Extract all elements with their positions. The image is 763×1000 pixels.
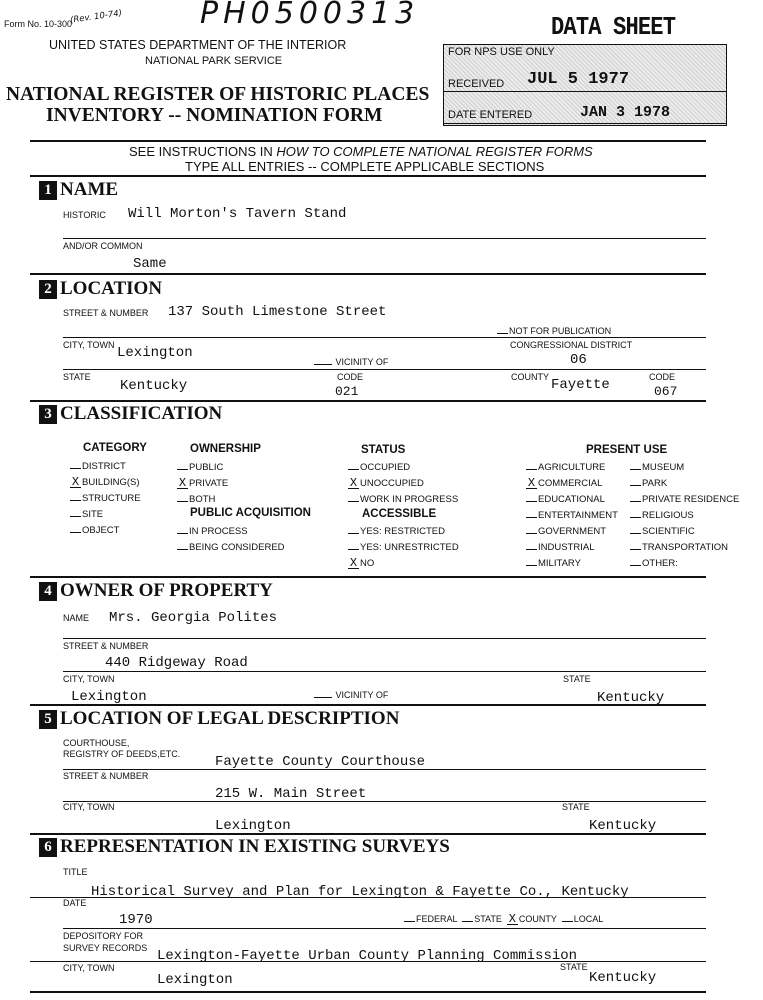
checkbox-option[interactable]: [526, 542, 594, 553]
checkbox-label: YES: RESTRICTED: [360, 526, 445, 537]
owner-street-line: [63, 671, 706, 672]
checkbox-label: PRIVATE: [189, 478, 229, 489]
county-code-value: 067: [654, 384, 678, 399]
checkbox-label: EDUCATIONAL: [538, 494, 605, 505]
checkbox-mark[interactable]: [70, 532, 81, 533]
checkbox-mark[interactable]: [526, 533, 537, 534]
checkbox-option[interactable]: [177, 542, 285, 553]
vicinity-check: [314, 364, 332, 365]
state-code-value: 021: [335, 384, 359, 399]
county-label: COUNTY: [511, 372, 549, 382]
checkbox-label: BUILDING(S): [82, 477, 140, 488]
instructions-book-title: HOW TO COMPLETE NATIONAL REGISTER FORMS: [276, 144, 593, 159]
survey-date-label: DATE: [63, 898, 87, 908]
section-1-end: [30, 273, 706, 275]
location-city-label: CITY, TOWN: [63, 340, 115, 350]
form-number: [4, 19, 72, 29]
checkbox-option[interactable]: [348, 494, 458, 505]
checkbox-mark[interactable]: [526, 549, 537, 550]
checkbox-mark[interactable]: [177, 549, 188, 550]
section-number-badge: 6: [39, 838, 57, 857]
historic-field-line: [63, 238, 706, 239]
county-option-label: COUNTY: [518, 914, 557, 924]
owner-vicinity: [314, 690, 388, 700]
owner-name-value: Mrs. Georgia Polites: [109, 610, 278, 626]
checkbox-mark[interactable]: [526, 501, 537, 502]
checkbox-label: SCIENTIFIC: [642, 526, 695, 537]
checkbox-option[interactable]: [177, 526, 248, 537]
owner-city-value: Lexington: [71, 689, 147, 705]
checkbox-mark[interactable]: [348, 533, 359, 534]
checkbox-option[interactable]: [526, 526, 606, 537]
survey-state-label: STATE: [560, 962, 588, 972]
date-entered-stamp: JAN 3 1978: [580, 104, 671, 121]
survey-city-value: Lexington: [157, 972, 233, 988]
checkbox-label: INDUSTRIAL: [538, 542, 595, 553]
checkbox-mark[interactable]: X: [527, 476, 536, 490]
checkbox-option[interactable]: [177, 478, 228, 489]
county-check: X: [508, 912, 516, 926]
federal-label: FEDERAL: [416, 914, 458, 924]
historic-label: HISTORIC: [63, 210, 106, 220]
location-state-label: STATE: [63, 372, 91, 382]
vicinity-of: [314, 357, 388, 367]
survey-title-label: TITLE: [63, 867, 88, 877]
section-number-badge: 3: [39, 405, 57, 424]
checkbox-option[interactable]: [70, 461, 126, 472]
category-heading: CATEGORY: [83, 442, 147, 454]
received-label: RECEIVED: [448, 78, 505, 90]
section-1-heading: [39, 179, 118, 201]
checkbox-mark[interactable]: [526, 517, 537, 518]
checkbox-label: BOTH: [189, 494, 216, 505]
public-acquisition-heading: PUBLIC ACQUISITION: [190, 507, 311, 519]
survey-city-label: CITY, TOWN: [63, 963, 115, 973]
checkbox-mark[interactable]: [177, 533, 188, 534]
date-entered-label: DATE ENTERED: [448, 109, 533, 121]
survey-level-options: [404, 914, 603, 925]
owner-state-value: Kentucky: [597, 690, 665, 706]
instructions-divider: [30, 175, 706, 177]
section-6-heading: [39, 836, 450, 858]
not-for-publication: [497, 326, 611, 336]
vicinity-label: VICINITY OF: [335, 357, 389, 367]
checkbox-label: IN PROCESS: [189, 526, 248, 537]
owner-street-label: STREET & NUMBER: [63, 641, 149, 651]
department-name: UNITED STATES DEPARTMENT OF THE INTERIOR: [49, 38, 347, 52]
ownership-heading: OWNERSHIP: [190, 443, 261, 455]
local-option-label: LOCAL: [573, 914, 604, 924]
location-state-value: Kentucky: [120, 378, 188, 394]
checkbox-label: YES: UNRESTRICTED: [360, 542, 459, 553]
checkbox-mark[interactable]: [630, 565, 641, 566]
county-code-label: CODE: [649, 372, 676, 382]
instructions-pre: SEE INSTRUCTIONS IN: [129, 144, 277, 159]
not-for-publication-check: [497, 333, 508, 334]
checkbox-option[interactable]: [70, 493, 141, 504]
checkbox-mark[interactable]: [70, 468, 81, 469]
local-check: [562, 921, 573, 922]
present-use-heading: PRESENT USE: [586, 444, 668, 456]
form-title-line2: INVENTORY -- NOMINATION FORM: [46, 105, 383, 126]
date-entered-line: [443, 123, 727, 124]
checkbox-mark[interactable]: [348, 501, 359, 502]
checkbox-option[interactable]: [526, 558, 581, 569]
checkbox-mark[interactable]: [70, 516, 81, 517]
section-2-end: [30, 400, 706, 402]
legal-state-label: STATE: [562, 802, 590, 812]
courthouse-value: Fayette County Courthouse: [215, 754, 426, 770]
checkbox-mark[interactable]: [348, 469, 359, 470]
city-field-line: [63, 369, 706, 370]
county-value: Fayette: [551, 377, 610, 393]
checkbox-label: BEING CONSIDERED: [189, 542, 285, 553]
depository-label-line2: SURVEY RECORDS: [63, 943, 148, 953]
section-number-badge: 5: [39, 710, 57, 729]
common-name-value: Same: [133, 256, 167, 272]
checkbox-mark[interactable]: X: [71, 475, 80, 489]
section-4-end: [30, 704, 706, 706]
checkbox-option[interactable]: [526, 510, 618, 521]
checkbox-mark[interactable]: [526, 565, 537, 566]
street-field-line: [63, 337, 706, 338]
form-no-text: Form No. 10-300: [4, 19, 73, 29]
checkbox-label: RELIGIOUS: [642, 510, 694, 521]
instructions-line2: TYPE ALL ENTRIES -- COMPLETE APPLICABLE SECTIONS: [185, 159, 545, 174]
checkbox-option[interactable]: [630, 542, 728, 553]
owner-name-line: [63, 638, 706, 639]
location-city-value: Lexington: [117, 345, 193, 361]
section-4-heading: [39, 580, 273, 602]
checkbox-option[interactable]: [526, 462, 605, 473]
checkbox-option[interactable]: [630, 526, 695, 537]
checkbox-option[interactable]: [630, 494, 739, 505]
depository-line: [30, 961, 706, 962]
checkbox-option[interactable]: [348, 526, 445, 537]
owner-street-value: 440 Ridgeway Road: [105, 655, 248, 671]
survey-date-value: 1970: [119, 912, 153, 928]
owner-city-label: CITY, TOWN: [63, 674, 115, 684]
section-number-badge: 4: [39, 582, 57, 601]
checkbox-label: SITE: [82, 509, 104, 520]
section-6-end: [30, 991, 706, 993]
section-title: OWNER OF PROPERTY: [60, 580, 273, 601]
courthouse-label-line1: COURTHOUSE,: [63, 738, 130, 748]
section-title: NAME: [60, 179, 119, 200]
checkbox-option[interactable]: [630, 510, 694, 521]
service-name: NATIONAL PARK SERVICE: [145, 55, 283, 67]
state-check: [462, 921, 473, 922]
congressional-district-value: 06: [570, 352, 587, 368]
owner-vicinity-label: VICINITY OF: [335, 690, 389, 700]
checkbox-label: OBJECT: [82, 525, 120, 536]
section-3-heading: [39, 403, 222, 425]
received-line: [443, 91, 727, 92]
checkbox-option[interactable]: [70, 477, 140, 488]
state-code-label: CODE: [337, 372, 364, 382]
checkbox-mark[interactable]: [630, 469, 641, 470]
congressional-district-label: CONGRESSIONAL DISTRICT: [510, 340, 633, 350]
survey-state-value: Kentucky: [589, 970, 657, 986]
survey-title-line: [30, 897, 706, 898]
legal-street-line: [63, 801, 706, 802]
checkbox-label: COMMERCIAL: [538, 478, 603, 489]
historic-name-value: Will Morton's Tavern Stand: [128, 206, 347, 222]
section-title: REPRESENTATION IN EXISTING SURVEYS: [60, 836, 450, 857]
owner-state-label: STATE: [563, 674, 591, 684]
checkbox-option[interactable]: [348, 462, 410, 473]
checkbox-label: UNOCCUPIED: [360, 478, 424, 489]
checkbox-label: STRUCTURE: [82, 493, 141, 504]
status-heading: STATUS: [361, 444, 406, 456]
checkbox-option[interactable]: [70, 525, 119, 536]
checkbox-option[interactable]: [348, 558, 374, 569]
checkbox-option[interactable]: [630, 478, 667, 489]
checkbox-mark[interactable]: X: [178, 476, 187, 490]
owner-vicinity-check: [314, 697, 332, 698]
checkbox-label: DISTRICT: [82, 461, 126, 472]
checkbox-option[interactable]: [630, 462, 684, 473]
checkbox-mark[interactable]: [177, 501, 188, 502]
checkbox-label: MUSEUM: [642, 462, 685, 473]
checkbox-label: TRANSPORTATION: [642, 542, 729, 553]
checkbox-label: PUBLIC: [189, 462, 224, 473]
legal-city-value: Lexington: [215, 818, 291, 834]
location-street-value: 137 South Limestone Street: [168, 304, 387, 320]
depository-label-line1: DEPOSITORY FOR: [63, 931, 144, 941]
checkbox-mark[interactable]: [177, 469, 188, 470]
checkbox-mark[interactable]: X: [349, 556, 358, 570]
checkbox-label: AGRICULTURE: [538, 462, 606, 473]
nps-use-only-label: FOR NPS USE ONLY: [448, 46, 555, 58]
form-title-line1: NATIONAL REGISTER OF HISTORIC PLACES: [6, 84, 430, 105]
checkbox-option[interactable]: [526, 478, 602, 489]
section-3-end: [30, 576, 706, 578]
checkbox-label: MILITARY: [538, 558, 581, 569]
checkbox-mark[interactable]: [630, 485, 641, 486]
checkbox-mark[interactable]: [348, 549, 359, 550]
section-5-heading: [39, 708, 399, 730]
checkbox-option[interactable]: [348, 542, 459, 553]
survey-date-line: [63, 928, 706, 929]
checkbox-mark[interactable]: [630, 533, 641, 534]
section-title: LOCATION: [60, 278, 163, 299]
checkbox-label: PRIVATE RESIDENCE: [642, 494, 740, 505]
checkbox-label: ENTERTAINMENT: [538, 510, 618, 521]
legal-city-label: CITY, TOWN: [63, 802, 115, 812]
data-sheet-stamp: DATA SHEET: [551, 12, 676, 42]
courthouse-label-line2: REGISTRY OF DEEDS,ETC.: [63, 749, 181, 759]
received-stamp: JUL 5 1977: [527, 70, 630, 89]
legal-street-label: STREET & NUMBER: [63, 771, 149, 781]
legal-street-value: 215 W. Main Street: [215, 786, 367, 802]
section-number-badge: 1: [39, 181, 57, 200]
checkbox-label: WORK IN PROGRESS: [360, 494, 459, 505]
owner-name-label: NAME: [63, 613, 90, 623]
checkbox-mark[interactable]: X: [349, 476, 358, 490]
courthouse-line: [63, 769, 706, 770]
instructions-line1: [129, 144, 593, 159]
checkbox-label: NO: [360, 558, 375, 569]
section-title: LOCATION OF LEGAL DESCRIPTION: [60, 708, 400, 729]
survey-title-value: Historical Survey and Plan for Lexington & Fayette Co., Kentucky: [91, 884, 629, 900]
handwritten-reference-id: PH0500313: [200, 0, 420, 31]
checkbox-option[interactable]: [177, 494, 215, 505]
checkbox-mark[interactable]: [526, 469, 537, 470]
checkbox-label: OCCUPIED: [360, 462, 411, 473]
federal-check: [404, 921, 415, 922]
depository-value: Lexington-Fayette Urban County Planning Commission: [157, 948, 578, 964]
checkbox-option[interactable]: [70, 509, 103, 520]
section-2-heading: [39, 278, 162, 300]
checkbox-label: GOVERNMENT: [538, 526, 607, 537]
header-divider: [30, 140, 706, 142]
checkbox-mark[interactable]: [630, 549, 641, 550]
checkbox-option[interactable]: [526, 494, 605, 505]
section-number-badge: 2: [39, 280, 57, 299]
checkbox-mark[interactable]: [630, 501, 641, 502]
location-street-label: STREET & NUMBER: [63, 308, 149, 318]
form-revision: (Rev. 10-74): [69, 8, 123, 26]
not-for-publication-label: NOT FOR PUBLICATION: [509, 326, 612, 336]
checkbox-option[interactable]: [630, 558, 678, 569]
state-option-label: STATE: [474, 914, 502, 924]
checkbox-mark[interactable]: [630, 517, 641, 518]
section-title: CLASSIFICATION: [60, 403, 223, 424]
legal-state-value: Kentucky: [589, 818, 657, 834]
checkbox-option[interactable]: [348, 478, 424, 489]
checkbox-label: PARK: [642, 478, 668, 489]
checkbox-label: OTHER:: [642, 558, 678, 569]
accessible-heading: ACCESSIBLE: [362, 508, 437, 520]
checkbox-mark[interactable]: [70, 500, 81, 501]
checkbox-option[interactable]: [177, 462, 223, 473]
common-name-label: AND/OR COMMON: [63, 241, 143, 251]
section-5-end: [30, 833, 706, 835]
